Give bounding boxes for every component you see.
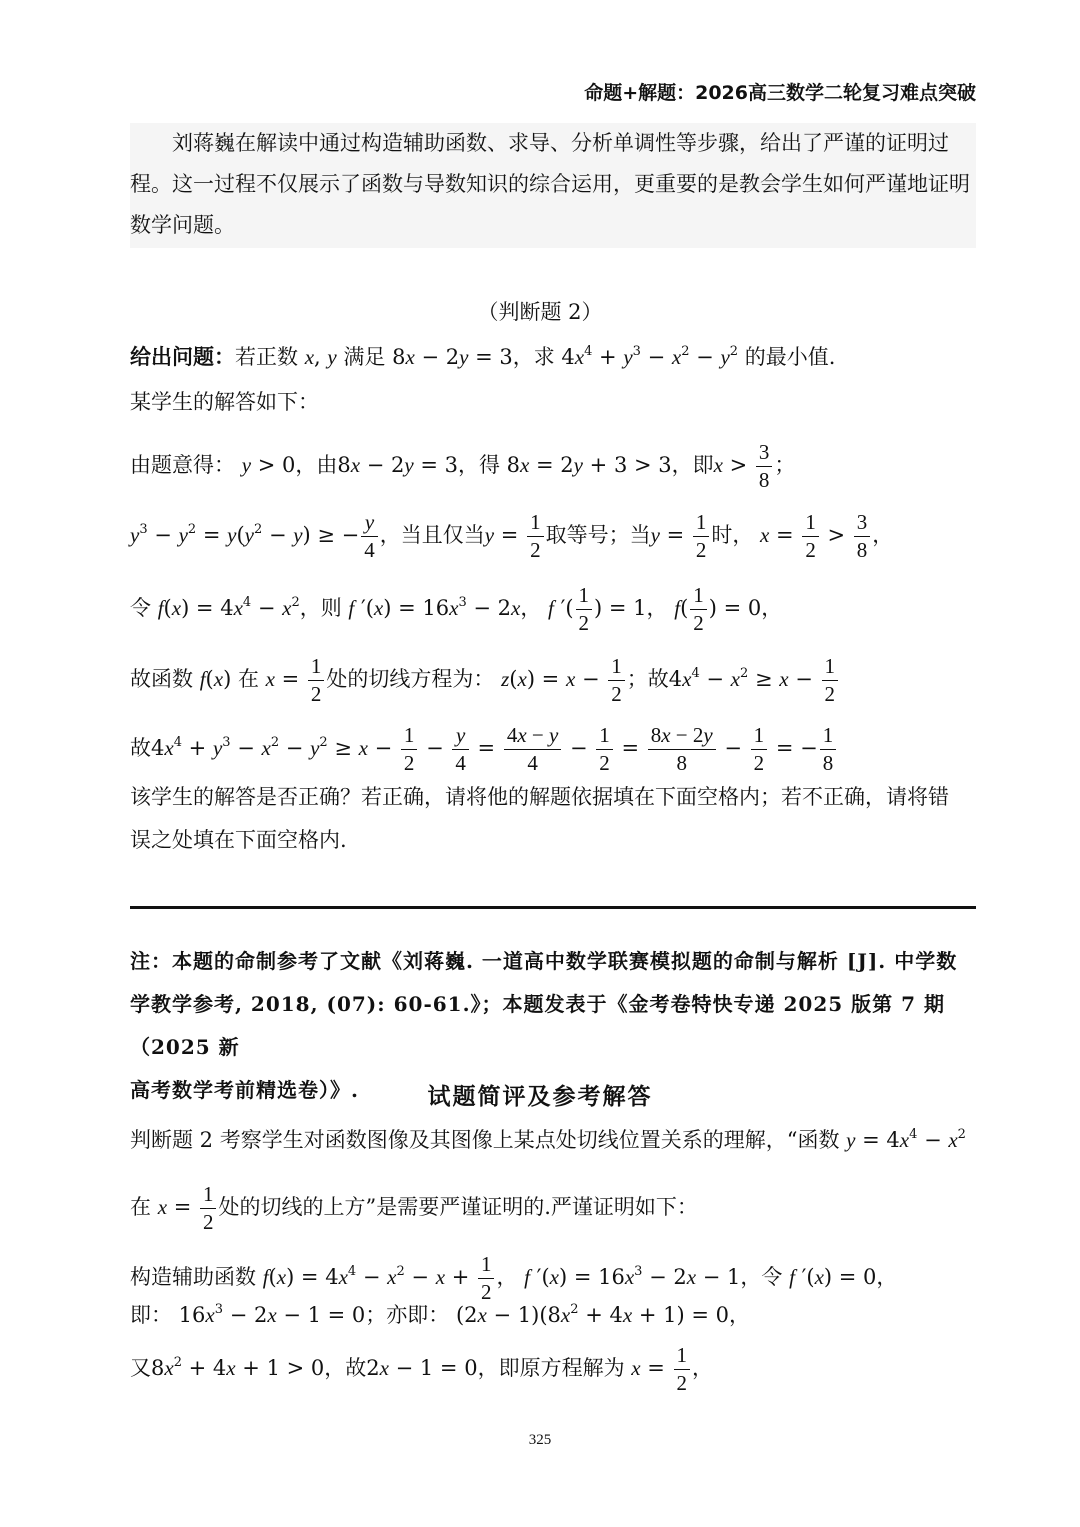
review-paragraph-4: 又$8x^2 + 4x + 1 > 0$，故2x − 1 = 0，即原方程解为 x = $\frac{1}{2}$ ， bbox=[130, 1343, 714, 1395]
problem-statement: 给出问题：若正数 x, y 满足 8x − 2y = 3，求 $4x^4 + y^3 - x^2 - y^2$ 的最小值. bbox=[130, 344, 836, 369]
page-number: 325 bbox=[528, 1432, 552, 1448]
question-line-2: 误之处填在下面空格内. bbox=[130, 828, 347, 852]
step-text: 取等号；当 bbox=[545, 523, 651, 547]
review-text: ，令 bbox=[740, 1265, 783, 1289]
note-line: 学教学参考, 2018, (07): 60-61.》；本题发表于《金考卷特快专递 2025 版第 7 期（2025 新 bbox=[130, 992, 945, 1059]
running-header: 命题+解题：2026高三数学二轮复习难点突破 bbox=[584, 82, 976, 104]
statement-text: ，求 bbox=[512, 345, 555, 369]
problem-label: 给出问题： bbox=[130, 345, 235, 369]
review-paragraph-3: 即： $16x^3 - 2x - 1 = 0$；亦即： $(2x - 1)(8x^2 + 4x + 1) = 0$， bbox=[130, 1302, 750, 1327]
note-line: 高考数学考前精选卷）》. bbox=[130, 1078, 359, 1102]
review-title: 试题简评及参考解答 bbox=[427, 1083, 653, 1110]
section-divider bbox=[130, 906, 976, 909]
problem-heading: （判断题 2） bbox=[477, 300, 603, 324]
question-line-1: 该学生的解答是否正确？若正确，请将他的解题依据填在下面空格内；若不正确，请将错 bbox=[130, 785, 949, 809]
step-text: 故 bbox=[130, 736, 151, 760]
solution-step-4: 故函数 f(x) 在 x = $\frac{1}{2}$ 处的切线方程为： z(x) = x − $\frac{1}{2}$ ；故$4x^4 - x^2 \ge x$ − $\frac{1}{2}$ bbox=[130, 656, 840, 705]
review-text: ；亦即： bbox=[365, 1303, 450, 1327]
review-text: 又 bbox=[130, 1356, 151, 1380]
step-text: ，即 bbox=[671, 453, 714, 477]
review-text: 处的切线的上方”是需要严谨证明的.严谨证明如下： bbox=[218, 1195, 698, 1219]
review-text: 在 bbox=[130, 1195, 151, 1219]
review-paragraph-2: 构造辅助函数 $f(x) = 4x^4 - x^2 - x$ + $\frac{1}{2}$ ， f $'(x) = 16x^3 - 2x - 1$，令 f ′(x) = 0， bbox=[130, 1252, 898, 1304]
review-text: ，即原方程解为 bbox=[477, 1356, 625, 1380]
intro-paragraph bbox=[130, 123, 976, 248]
step-text: ，则 bbox=[299, 596, 342, 620]
solution-step-1: 由题意得： y > 0，由8x − 2y = 3，得 8x = 2y + 3 > 3，即x > $\frac{3}{8}$ ； bbox=[130, 440, 796, 492]
step-text: ；故 bbox=[626, 667, 669, 691]
step-text: ，得 bbox=[457, 453, 500, 477]
review-paragraph-1b: 在 x = $\frac{1}{2}$ 处的切线的上方”是需要严谨证明的.严谨证明如下： bbox=[130, 1182, 698, 1234]
solution-step-3: 令 $f(x) = 4x^4 - x^2$，则 f $'(x) = 16x^3 - 2x$， f ′( $\frac{1}{2}$ ) = 1， f( $\frac{1}{2}$ ) = 0， bbox=[130, 583, 783, 635]
step-text: ，由 bbox=[295, 453, 338, 477]
solution-step-2: $y^3 - y^2 = y(y^2 - y)$ ≥ − $\frac{y}{4}$ ，当且仅当y = $\frac{1}{2}$ 取等号；当y = $\frac{1}{2}$ 时， x = $\frac{1}{2}$ > $\frac{3}{8}$ ， bbox=[130, 510, 894, 562]
note-line: 注：本题的命制参考了文献《刘蒋巍. 一道高中数学联赛模拟题的命制与解析 [J]. 中学数 bbox=[130, 949, 958, 973]
step-text: 时， bbox=[711, 523, 754, 547]
review-text: 构造辅助函数 bbox=[130, 1265, 256, 1289]
review-text: 判断题 2 考察学生对函数图像及其图像上某点处切线位置关系的理解，“函数 bbox=[130, 1128, 840, 1152]
statement-text: 若正数 bbox=[235, 345, 298, 369]
intro-text: 刘蒋巍在解读中通过构造辅助函数、求导、分析单调性等步骤，给出了严谨的证明过程。这一过程不仅展示了函数与导数知识的综合运用，更重要的是教会学生如何严谨地证明数学问题。 bbox=[130, 131, 970, 237]
step-text: 由题意得： bbox=[130, 453, 235, 477]
solution-step-5: 故$4x^4 + y^3 - x^2 - y^2 \ge x$ − $\frac{1}{2}$ − $\frac{y}{4}$ = $\frac{4x - y}{4}$ − $\frac{1}{2}$ = $\frac{8x - 2y}{8}$ − $\frac{1}{2}$ = − $\frac{1}{8}$ bbox=[130, 725, 838, 774]
student-intro: 某学生的解答如下： bbox=[130, 390, 319, 414]
step-text: 令 bbox=[130, 596, 151, 620]
step-text: 在 bbox=[237, 667, 259, 691]
statement-text: 满足 bbox=[343, 345, 386, 369]
review-paragraph-1a: 判断题 2 考察学生对函数图像及其图像上某点处切线位置关系的理解，“函数 $y = 4x^4 - x^2$ bbox=[130, 1127, 966, 1152]
step-text: ，当且仅当 bbox=[379, 523, 485, 547]
step-text: 故函数 bbox=[130, 667, 193, 691]
review-text: 即： bbox=[130, 1303, 172, 1327]
review-text: ，故 bbox=[324, 1356, 367, 1380]
statement-text: 的最小值. bbox=[744, 345, 836, 369]
step-text: 处的切线方程为： bbox=[326, 667, 495, 691]
